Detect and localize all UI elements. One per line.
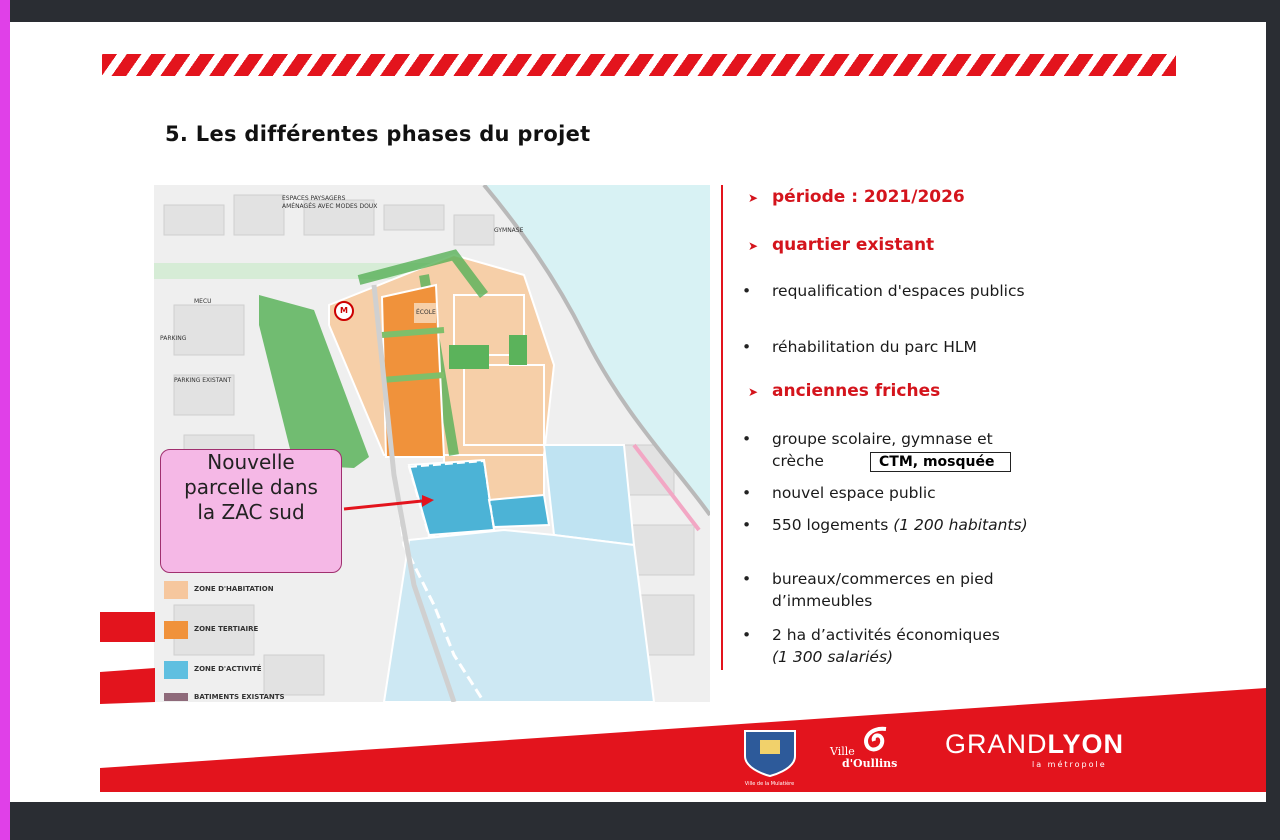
- arrow-icon: ➤: [748, 385, 759, 399]
- slide: [10, 22, 1266, 822]
- period-text: période : 2021/2026: [772, 187, 965, 207]
- item-housing-detail: (1 200 habitants): [893, 516, 1028, 534]
- section-friches-heading: [748, 380, 941, 402]
- item-offices: bureaux/commerces en pied d’immeubles: [772, 570, 994, 610]
- item-rehabilitation: réhabilitation du parc HLM: [772, 338, 977, 356]
- new-parcel-callout: [160, 449, 342, 573]
- map-label-espaces2: AMÉNAGÉS AVEC MODES DOUX: [282, 203, 378, 210]
- list-item: [742, 482, 936, 504]
- map-label-ecole: ÉCOLE: [416, 309, 436, 316]
- map-label-ltm: PARKING: [160, 335, 187, 342]
- list-item: [742, 514, 1032, 536]
- legend-batiments: BATIMENTS EXISTANTS: [194, 693, 285, 701]
- map-label-mecu: MECU: [194, 298, 212, 305]
- list-item: [742, 336, 1072, 358]
- bullet-icon: •: [742, 484, 752, 502]
- oullins-swirl-icon: [860, 725, 892, 753]
- grand-text: GRAND: [945, 729, 1048, 759]
- arrow-icon: ➤: [748, 191, 759, 205]
- period-heading: [748, 186, 965, 208]
- section-existing-text: quartier existant: [772, 235, 935, 255]
- item-activities: 2 ha d’activités économiques: [772, 626, 1000, 644]
- callout-text: Nouvelle parcelle dans la ZAC sud: [184, 450, 318, 524]
- lyon-text: LYON: [1047, 729, 1125, 759]
- section-existing-heading: [748, 234, 935, 256]
- grandlyon-logo: [945, 729, 1124, 760]
- list-item: [742, 280, 1052, 302]
- crest-caption: Ville de la Mulatière: [744, 781, 795, 787]
- map-label-gymnase: GYMNASE: [494, 227, 524, 234]
- item-space: nouvel espace public: [772, 484, 936, 502]
- legend-activite: ZONE D'ACTIVITÉ: [194, 665, 262, 673]
- ctm-box: [870, 451, 1011, 472]
- ctm-text: CTM, mosquée: [870, 452, 1011, 472]
- bullet-icon: •: [742, 282, 752, 300]
- left-accent-stripe: [0, 0, 10, 840]
- grandlyon-subtitle: la métropole: [1032, 760, 1107, 769]
- item-school: groupe scolaire, gymnase et crèche: [772, 430, 993, 470]
- map-label-parking: PARKING EXISTANT: [174, 377, 232, 384]
- header-hatch-banner: [102, 54, 1176, 76]
- arrow-icon: ➤: [748, 239, 759, 253]
- bullet-icon: •: [742, 338, 752, 356]
- slide-title: 5. Les différentes phases du projet: [165, 122, 591, 146]
- map-label-espaces: ESPACES PAYSAGERS: [282, 195, 346, 202]
- section-friches-text: anciennes friches: [772, 381, 941, 401]
- item-activities-detail: (1 300 salariés): [772, 648, 894, 666]
- bullet-icon: •: [742, 570, 752, 588]
- legend-habitation: ZONE D'HABITATION: [194, 585, 274, 593]
- bullet-icon: •: [742, 430, 752, 448]
- metro-icon: M: [340, 306, 348, 315]
- bullet-icon: •: [742, 516, 752, 534]
- crest-logo-icon: [740, 726, 800, 778]
- bullet-icon: •: [742, 626, 752, 644]
- oullins-text: d'Oullins: [842, 757, 898, 770]
- ville-text: Ville: [830, 745, 855, 758]
- legend-tertiaire: ZONE TERTIAIRE: [194, 625, 259, 633]
- footer-swoosh: [10, 592, 1266, 822]
- item-housing: 550 logements: [772, 516, 894, 534]
- item-requalification: requalification d'espaces publics: [772, 282, 1025, 300]
